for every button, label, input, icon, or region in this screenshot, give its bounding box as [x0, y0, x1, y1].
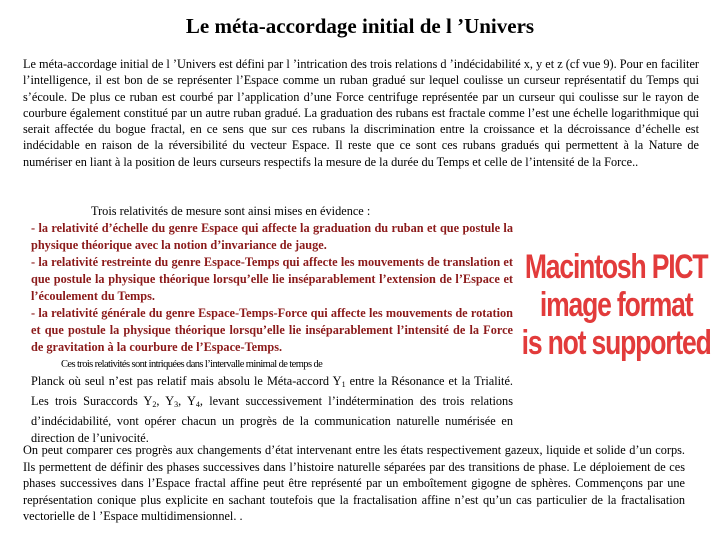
relativity-item-restricted: - la relativité restreinte du genre Espace-Temps qui affecte les mouvements de translation et que postule la physique théorique lorsqu’elle lie inséparablement l’extension de l’Espace et l’écoulement du Temps.: [31, 255, 513, 303]
relativity-item-scale: - la relativité d’échelle du genre Espace qui affecte la graduation du ruban et que postule la physique théorique avec la notion d’invariance de jauge.: [31, 221, 513, 252]
subscript-1: 1: [341, 380, 346, 389]
planck-text-end: , levant successivement l’indétermination des trois relations d’indécidabilité, vont opérer chacun un progrès de la communication naturelle numérisée en direction de l’univocité.: [31, 394, 513, 445]
relativity-item-general: - la relativité générale du genre Espace-Temps-Force qui affecte les mouvements de rotation et que postule la physique théorique lorsqu’elle lie inséparablement l’intensité de la Force de gravitation à la courbure de l’Espace-Temps.: [31, 306, 513, 354]
subscript-3: 3: [174, 400, 179, 409]
relativities-lead: Trois relativités de mesure sont ainsi mises en évidence :: [91, 204, 371, 218]
intrication-line: Ces trois relativités sont intriquées dans l’intervalle minimal de temps de: [61, 359, 323, 370]
pict-line-3: is not supported: [521, 324, 711, 362]
planck-text-mid3: , Y: [178, 394, 196, 408]
outro-paragraph: On peut comparer ces progrès aux changements d’état intervenant entre les états respectivement gazeux, liquide et solide d’un corps. Ils permettent de définir des phases successives dans l’histoire naturelle séparées par des transitions de phase. Le déploiement de ces phases successives dans l’Espace fractal affine peut être représenté par un emboîtement gigogne de sphères. Commençons par une représentation conique plus explicite en sachant toutefois que la fractalisation affine n’est qu’un cas particulier de la fractalisation vectorielle de l ’Espace multidimensionnel. .: [23, 443, 685, 524]
pict-line-1: Macintosh PICT: [524, 248, 708, 286]
planck-text-mid2: , Y: [156, 394, 175, 408]
planck-paragraph: [31, 373, 513, 447]
subscript-4: 4: [195, 400, 200, 409]
intro-paragraph: Le méta-accordage initial de l ’Univers est défini par l ’intrication des trois relations d ’indécidabilité x, y et z (cf vue 9). Pour en faciliter l’intelligence, il est bon de se représenter l’Espace comme un ruban gradué sur lequel coulisse un curseur représentatif du Temps qui s’écoule. De plus ce ruban est courbé par l’application d’une Force centrifuge représentée par un curseur qui coulisse sur le rayon de courbure également constitué par un autre ruban gradué. La graduation des rubans est fractale comme l’est une échelle logarithmique qui serait affectée du bogue fractal, en ce sens que sur ces rubans la discrimination entre la croissance et la décroissance d’échelle est indécidable en raison de la réversibilité du vecteur Espace. Il reste que ce sont ces rubans gradués qui permettent à la Nature de numériser en liant à la position de leurs curseurs respectifs la mesure de la durée du Temps et celle de l’intensité de la Force..: [23, 57, 699, 169]
pict-line-2: image format: [539, 286, 693, 324]
page-title: Le méta-accordage initial de l ’Univers: [185, 14, 535, 38]
planck-text-mid1: entre la Résonance et la Trialité. Les trois Suraccords Y: [31, 374, 513, 408]
relativities-column: [31, 203, 513, 447]
pict-placeholder-image: [521, 248, 711, 378]
subscript-2: 2: [152, 400, 157, 409]
planck-text-start: Planck où seul n’est pas relatif mais absolu le Méta-accord Y: [31, 374, 342, 388]
